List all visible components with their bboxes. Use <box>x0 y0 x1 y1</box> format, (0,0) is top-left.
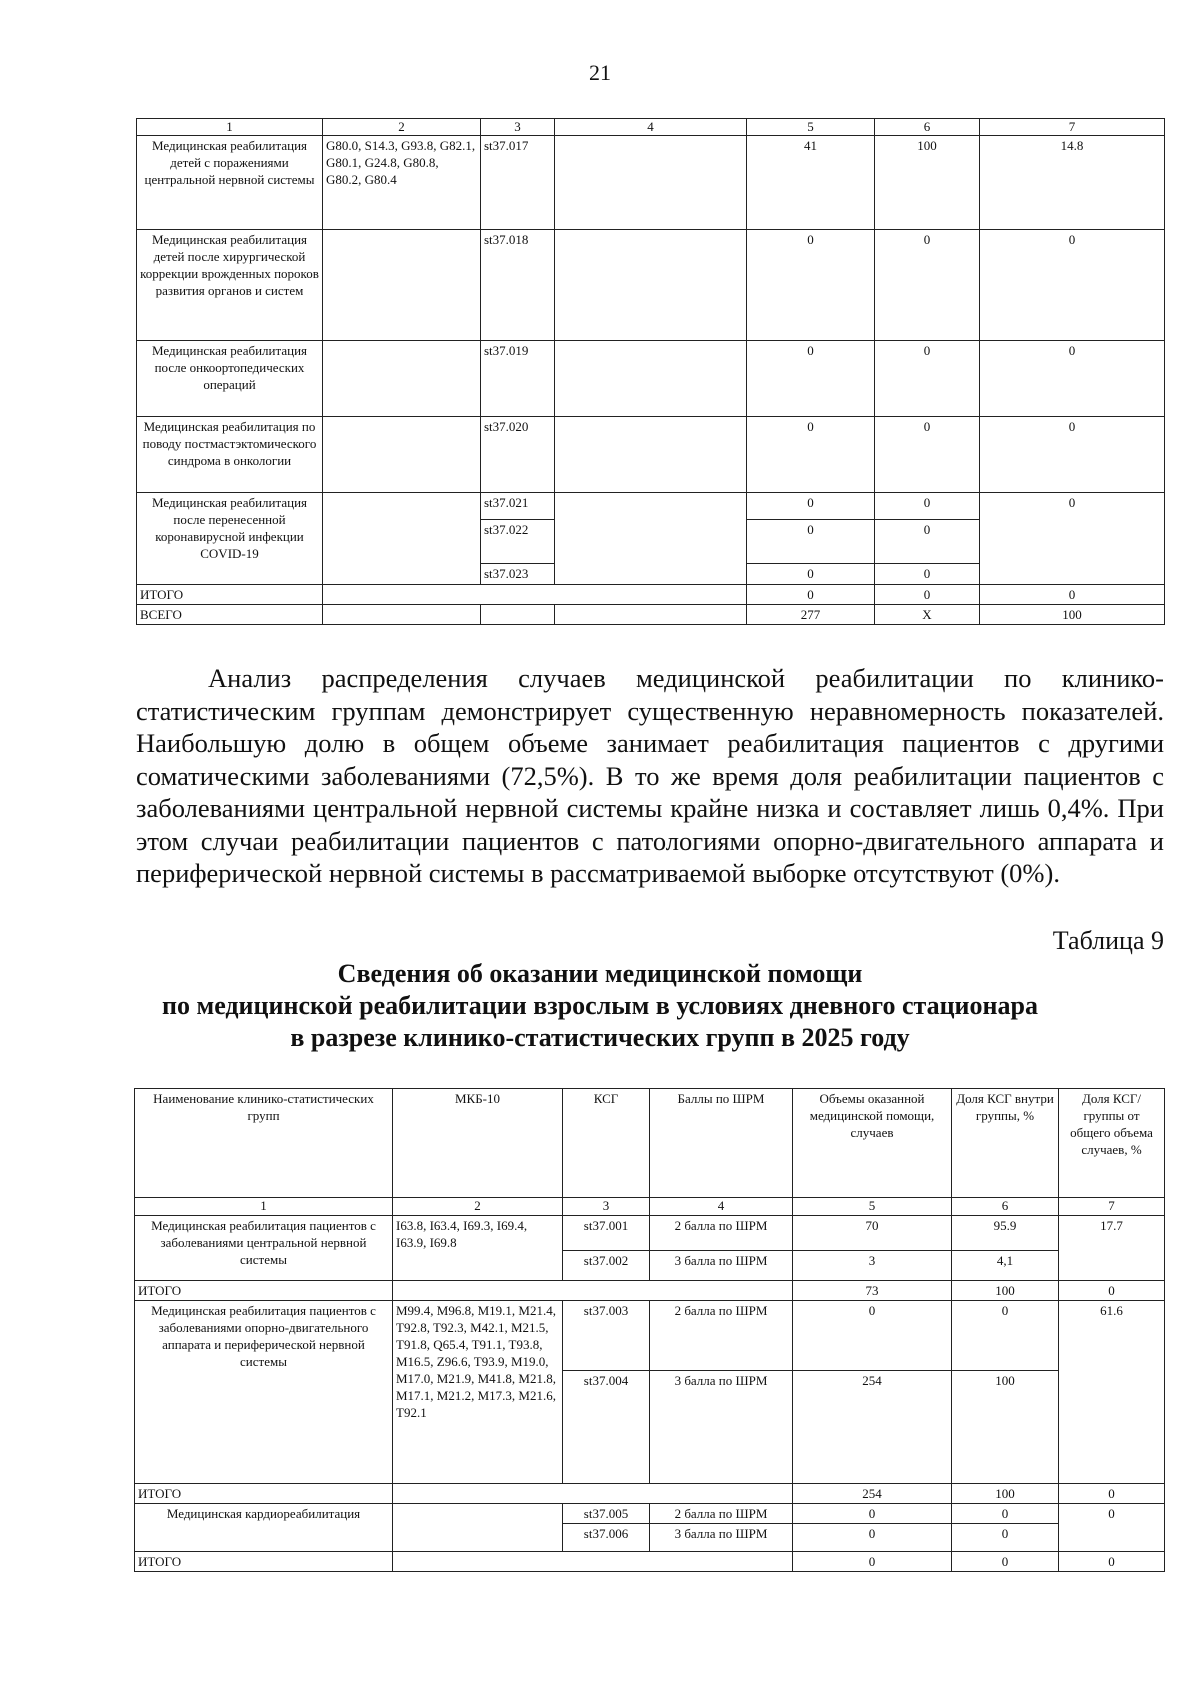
group-name: Медицинская реабилитация по поводу постмастэктомического синдрома в онкологии <box>137 417 323 493</box>
ksg-code: st37.003 <box>563 1301 650 1371</box>
share-in-group: 0 <box>875 493 980 520</box>
cell <box>555 341 747 417</box>
share-in-group: 100 <box>875 136 980 230</box>
cases-value: 0 <box>747 341 875 417</box>
itogo-label: ИТОГО <box>135 1281 393 1301</box>
ksg-code: st37.020 <box>481 417 555 493</box>
table-adult-rehab-day-hospital <box>134 1088 1165 1572</box>
group-name: Медицинская реабилитация пациентов с заболеваниями опорно-двигательного аппарата и периферической нервной системы <box>135 1301 393 1484</box>
itogo-row <box>135 1281 1165 1301</box>
cell <box>481 605 555 625</box>
column-number: 3 <box>481 119 555 136</box>
cases-value: 0 <box>747 417 875 493</box>
mkb-codes <box>323 417 481 493</box>
column-header: Доля КСГ/группы от общего объема случаев, % <box>1059 1089 1165 1198</box>
share-in-group: 0 <box>952 1504 1059 1524</box>
ksg-code: st37.004 <box>563 1371 650 1484</box>
column-number: 2 <box>393 1198 563 1216</box>
ksg-code: st37.019 <box>481 341 555 417</box>
cases-value: 0 <box>793 1504 952 1524</box>
cases-value: 41 <box>747 136 875 230</box>
mkb-codes <box>393 1504 563 1552</box>
cell <box>555 493 747 585</box>
group-name: Медицинская реабилитация после онкоортопедических операций <box>137 341 323 417</box>
cell <box>555 605 747 625</box>
group-name: Медицинская реабилитация пациентов с заболеваниями центральной нервной системы <box>135 1216 393 1281</box>
table-row <box>135 1301 1165 1371</box>
shrm-score: 2 балла по ШРМ <box>650 1216 793 1251</box>
share-total: 0 <box>980 585 1165 605</box>
group-name: Медицинская реабилитация детей с поражениями центральной нервной системы <box>137 136 323 230</box>
column-number: 1 <box>135 1198 393 1216</box>
group-name: Медицинская реабилитация после перенесенной коронавирусной инфекции COVID-19 <box>137 493 323 585</box>
group-name: Медицинская реабилитация детей после хирургической коррекции врожденных пороков развития органов и систем <box>137 230 323 341</box>
share-in-group: 0 <box>875 520 980 564</box>
cases-value: 277 <box>747 605 875 625</box>
share-in-group: X <box>875 605 980 625</box>
ksg-code: st37.017 <box>481 136 555 230</box>
column-number: 6 <box>952 1198 1059 1216</box>
column-number: 5 <box>793 1198 952 1216</box>
share-in-group: 0 <box>875 341 980 417</box>
table-title <box>100 958 1100 1054</box>
mkb-codes: M99.4, M96.8, M19.1, M21.4, T92.8, T92.3, M42.1, M21.5, T91.8, Q65.4, T91.1, T93.8, M16.5, Z96.6, T93.9, M19.0, M17.0, M21.9, M41.8, M21.8, M17.1, M21.2, M17.3, M21.6, T92.1 <box>393 1301 563 1484</box>
table-row <box>137 230 1165 341</box>
share-in-group: 0 <box>952 1552 1059 1572</box>
cases-value: 0 <box>793 1524 952 1552</box>
table-row <box>137 341 1165 417</box>
share-total: 17.7 <box>1059 1216 1165 1281</box>
share-total: 100 <box>980 605 1165 625</box>
shrm-score: 2 балла по ШРМ <box>650 1301 793 1371</box>
column-header: КСГ <box>563 1089 650 1198</box>
table-caption: Таблица 9 <box>1052 926 1164 955</box>
table-title-line: Сведения об оказании медицинской помощи <box>337 959 863 988</box>
table-title-line: в разрезе клинико-статистических групп в 2025 году <box>290 1023 910 1052</box>
column-number: 1 <box>137 119 323 136</box>
share-total: 0 <box>980 341 1165 417</box>
ksg-code: st37.002 <box>563 1251 650 1281</box>
column-number: 2 <box>323 119 481 136</box>
paragraph-text: Анализ распределения случаев медицинской реабилитации по клинико-статистическим группам демонстрирует существенную неравномерность показателей. Наибольшую долю в общем объеме занимает реабилитация пациентов с другими соматическими заболеваниями (72,5%). В то же время доля реабилитации пациентов с заболеваниями центральной нервной системы крайне низка и составляет лишь 0,4%. При этом случаи реабилитации пациентов с патологиями опорно-двигательного аппарата и периферической нервной системы в рассматриваемой выборке отсутствуют (0%). <box>136 663 1164 888</box>
cases-value: 0 <box>747 564 875 585</box>
column-header: Наименование клинико-статистических групп <box>135 1089 393 1198</box>
column-number-row <box>137 119 1165 136</box>
column-number: 4 <box>555 119 747 136</box>
group-name: Медицинская кардиореабилитация <box>135 1504 393 1552</box>
ksg-code: st37.001 <box>563 1216 650 1251</box>
column-number-row <box>135 1198 1165 1216</box>
share-total: 0 <box>1059 1484 1165 1504</box>
share-total: 14.8 <box>980 136 1165 230</box>
mkb-codes <box>323 230 481 341</box>
ksg-code: st37.021 <box>481 493 555 520</box>
mkb-codes <box>323 341 481 417</box>
cell <box>393 1281 793 1301</box>
table-children-rehab <box>136 118 1165 625</box>
cell <box>323 585 747 605</box>
cell <box>393 1484 793 1504</box>
column-header: Баллы по ШРМ <box>650 1089 793 1198</box>
cell <box>393 1552 793 1572</box>
cases-value: 73 <box>793 1281 952 1301</box>
mkb-codes: I63.8, I63.4, I69.3, I69.4, I63.9, I69.8 <box>393 1216 563 1281</box>
vsego-label: ВСЕГО <box>137 605 323 625</box>
share-total: 0 <box>980 230 1165 341</box>
mkb-codes: G80.0, S14.3, G93.8, G82.1, G80.1, G24.8, G80.8, G80.2, G80.4 <box>323 136 481 230</box>
share-total: 0 <box>1059 1552 1165 1572</box>
share-in-group: 4,1 <box>952 1251 1059 1281</box>
shrm-score: 3 балла по ШРМ <box>650 1371 793 1484</box>
share-in-group: 0 <box>875 417 980 493</box>
cases-value: 254 <box>793 1484 952 1504</box>
column-number: 4 <box>650 1198 793 1216</box>
column-header: Доля КСГ внутри группы, % <box>952 1089 1059 1198</box>
share-in-group: 0 <box>875 230 980 341</box>
shrm-score: 3 балла по ШРМ <box>650 1524 793 1552</box>
share-total: 61.6 <box>1059 1301 1165 1484</box>
table-row <box>135 1216 1165 1251</box>
share-in-group: 100 <box>952 1484 1059 1504</box>
itogo-label: ИТОГО <box>135 1552 393 1572</box>
mkb-codes <box>323 493 481 585</box>
column-number: 7 <box>1059 1198 1165 1216</box>
ksg-code: st37.005 <box>563 1504 650 1524</box>
cell <box>555 136 747 230</box>
cases-value: 3 <box>793 1251 952 1281</box>
table-row <box>135 1504 1165 1524</box>
cases-value: 0 <box>747 230 875 341</box>
cases-value: 0 <box>747 493 875 520</box>
shrm-score: 3 балла по ШРМ <box>650 1251 793 1281</box>
share-total: 0 <box>980 493 1165 585</box>
share-in-group: 0 <box>952 1524 1059 1552</box>
column-number: 3 <box>563 1198 650 1216</box>
share-total: 0 <box>1059 1504 1165 1552</box>
share-in-group: 0 <box>875 564 980 585</box>
cases-value: 0 <box>793 1301 952 1371</box>
itogo-row <box>135 1484 1165 1504</box>
cases-value: 0 <box>747 585 875 605</box>
ksg-code: st37.022 <box>481 520 555 564</box>
share-total: 0 <box>980 417 1165 493</box>
cases-value: 0 <box>793 1552 952 1572</box>
shrm-score: 2 балла по ШРМ <box>650 1504 793 1524</box>
ksg-code: st37.006 <box>563 1524 650 1552</box>
table-row <box>137 136 1165 230</box>
share-in-group: 95.9 <box>952 1216 1059 1251</box>
vsego-row <box>137 605 1165 625</box>
column-number: 7 <box>980 119 1165 136</box>
itogo-label: ИТОГО <box>137 585 323 605</box>
table-title-line: по медицинской реабилитации взрослым в условиях дневного стационара <box>162 991 1038 1020</box>
itogo-row <box>135 1552 1165 1572</box>
ksg-code: st37.018 <box>481 230 555 341</box>
itogo-label: ИТОГО <box>135 1484 393 1504</box>
table-row <box>137 493 1165 520</box>
share-in-group: 100 <box>952 1281 1059 1301</box>
cases-value: 0 <box>747 520 875 564</box>
cases-value: 70 <box>793 1216 952 1251</box>
column-number: 6 <box>875 119 980 136</box>
cell <box>555 230 747 341</box>
share-in-group: 0 <box>952 1301 1059 1371</box>
share-in-group: 0 <box>875 585 980 605</box>
page-number: 21 <box>589 60 611 85</box>
cell <box>555 417 747 493</box>
table-row <box>137 417 1165 493</box>
share-total: 0 <box>1059 1281 1165 1301</box>
share-in-group: 100 <box>952 1371 1059 1484</box>
ksg-code: st37.023 <box>481 564 555 585</box>
header-row <box>135 1089 1165 1198</box>
cell <box>323 605 481 625</box>
column-number: 5 <box>747 119 875 136</box>
column-header: Объемы оказанной медицинской помощи, случаев <box>793 1089 952 1198</box>
analysis-paragraph <box>136 662 1164 890</box>
itogo-row <box>137 585 1165 605</box>
cases-value: 254 <box>793 1371 952 1484</box>
column-header: МКБ-10 <box>393 1089 563 1198</box>
